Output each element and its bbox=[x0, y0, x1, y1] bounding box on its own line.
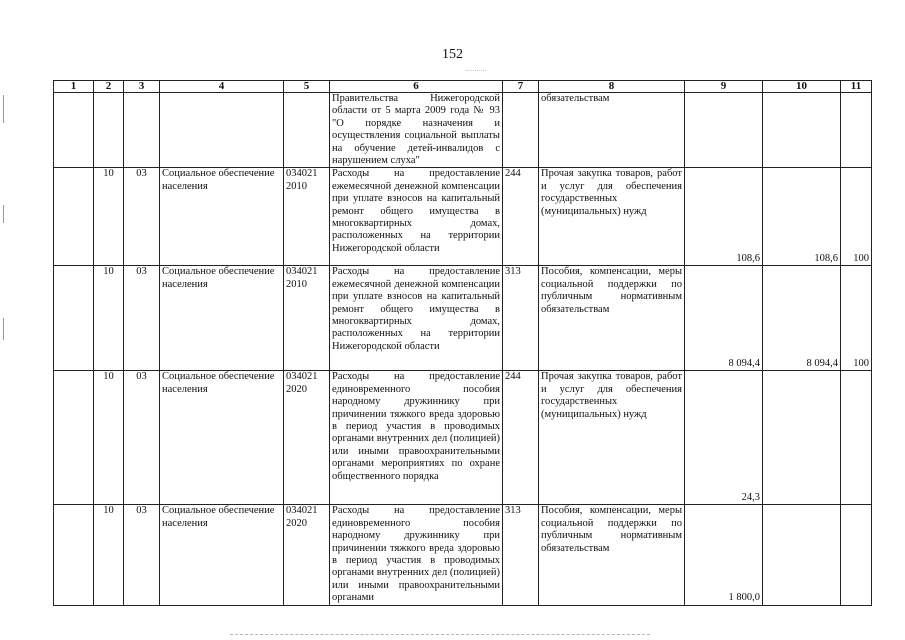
cell-actual bbox=[763, 505, 841, 605]
cell-actual: 108,6 bbox=[763, 168, 841, 266]
cell-subsection: 03 bbox=[124, 266, 160, 371]
scan-artifact bbox=[230, 634, 650, 636]
cell-subsection: 03 bbox=[124, 505, 160, 605]
scan-artifact bbox=[3, 318, 4, 340]
column-header: 8 bbox=[539, 81, 685, 93]
budget-table bbox=[53, 80, 872, 606]
expense-name-text: Прочая закупка товаров, работ и услуг для обеспечения государственных (муниципальных) нужд bbox=[541, 168, 682, 217]
column-header: 1 bbox=[54, 81, 94, 93]
cell-subsection: 03 bbox=[124, 371, 160, 505]
cell-plan: 108,6 bbox=[685, 168, 763, 266]
scan-artifact bbox=[3, 205, 4, 223]
cell-expense-type: 313 bbox=[503, 505, 539, 605]
cell-col1 bbox=[54, 93, 94, 168]
cell-col1 bbox=[54, 371, 94, 505]
cell-actual: 8 094,4 bbox=[763, 266, 841, 371]
cell-description bbox=[330, 505, 503, 605]
cell-percent bbox=[841, 93, 872, 168]
cell-target-code: 034021 2020 bbox=[284, 505, 330, 605]
cell-plan: 8 094,4 bbox=[685, 266, 763, 371]
column-header: 11 bbox=[841, 81, 872, 93]
cell-actual bbox=[763, 93, 841, 168]
description-text: Правительства Нижегородской области от 5 марта 2009 года № 93 "О порядке назначения и осуществления социальной выплаты на обучение детей-инвалидов с нарушением слуха" bbox=[332, 93, 500, 167]
expense-name-text: Пособия, компенсации, меры социальной поддержки по публичным нормативным обязательствам bbox=[541, 505, 682, 554]
column-header: 5 bbox=[284, 81, 330, 93]
cell-section-name bbox=[160, 93, 284, 168]
cell-subsection bbox=[124, 93, 160, 168]
cell-section: 10 bbox=[94, 266, 124, 371]
column-header: 7 bbox=[503, 81, 539, 93]
column-header: 2 bbox=[94, 81, 124, 93]
expense-name-text: обязательствам bbox=[541, 93, 610, 104]
table-row bbox=[54, 371, 872, 505]
cell-section-name: Социальное обеспечение населения bbox=[160, 266, 284, 371]
expense-name-text: Пособия, компенсации, меры социальной поддержки по публичным нормативным обязательствам bbox=[541, 266, 682, 315]
table-row bbox=[54, 93, 872, 168]
column-header: 9 bbox=[685, 81, 763, 93]
cell-expense-name bbox=[539, 266, 685, 371]
cell-subsection: 03 bbox=[124, 168, 160, 266]
cell-plan bbox=[685, 93, 763, 168]
cell-expense-name bbox=[539, 168, 685, 266]
cell-col1 bbox=[54, 266, 94, 371]
cell-section-name: Социальное обеспечение населения bbox=[160, 168, 284, 266]
page-number: 152 bbox=[442, 47, 463, 62]
cell-description bbox=[330, 168, 503, 266]
cell-percent: 100 bbox=[841, 168, 872, 266]
cell-section: 10 bbox=[94, 371, 124, 505]
column-header: 3 bbox=[124, 81, 160, 93]
cell-target-code bbox=[284, 93, 330, 168]
cell-expense-name bbox=[539, 505, 685, 605]
cell-target-code: 034021 2010 bbox=[284, 168, 330, 266]
cell-expense-type: 313 bbox=[503, 266, 539, 371]
cell-expense-name bbox=[539, 371, 685, 505]
cell-percent: 100 bbox=[841, 266, 872, 371]
description-text: Расходы на предоставление ежемесячной денежной компенсации при уплате взносов на капитальный ремонт общего имущества в многоквартирных домах, расположенных на территории Нижегородской области bbox=[332, 168, 500, 254]
description-text: Расходы на предоставление единовременного пособия народному дружиннику при причинении тяжкого вреда здоровью в период участия в проводимых органами внутренних дел (полицией) или иными правоохранительными органами мероприятиях по охране общественного порядка bbox=[332, 371, 500, 482]
cell-actual bbox=[763, 371, 841, 505]
cell-target-code: 034021 2010 bbox=[284, 266, 330, 371]
cell-plan: 1 800,0 bbox=[685, 505, 763, 605]
cell-percent bbox=[841, 371, 872, 505]
cell-expense-type bbox=[503, 93, 539, 168]
cell-percent bbox=[841, 505, 872, 605]
expense-name-text: Прочая закупка товаров, работ и услуг для обеспечения государственных (муниципальных) нужд bbox=[541, 371, 682, 420]
cell-description bbox=[330, 93, 503, 168]
cell-col1 bbox=[54, 168, 94, 266]
cell-plan: 24,3 bbox=[685, 371, 763, 505]
table-header-row bbox=[54, 81, 872, 93]
cell-target-code: 034021 2020 bbox=[284, 371, 330, 505]
table-row bbox=[54, 168, 872, 266]
column-header: 10 bbox=[763, 81, 841, 93]
cell-section bbox=[94, 93, 124, 168]
cell-expense-type: 244 bbox=[503, 371, 539, 505]
cell-section: 10 bbox=[94, 168, 124, 266]
description-text: Расходы на предоставление ежемесячной денежной компенсации при уплате взносов на капитальный ремонт общего имущества в многоквартирных домах, расположенных на территории Нижегородской области bbox=[332, 266, 500, 352]
cell-description bbox=[330, 371, 503, 505]
table-row bbox=[54, 266, 872, 371]
scan-artifact bbox=[3, 95, 4, 123]
column-header: 6 bbox=[330, 81, 503, 93]
cell-section: 10 bbox=[94, 505, 124, 605]
cell-description bbox=[330, 266, 503, 371]
cell-expense-name bbox=[539, 93, 685, 168]
description-text: Расходы на предоставление единовременного пособия народному дружиннику при причинении тяжкого вреда здоровью в период участия в проводимых органами внутренних дел (полицией) или иными правоохранительными органами bbox=[332, 505, 500, 604]
scan-artifact bbox=[466, 70, 486, 72]
cell-expense-type: 244 bbox=[503, 168, 539, 266]
table-row bbox=[54, 505, 872, 605]
cell-col1 bbox=[54, 505, 94, 605]
column-header: 4 bbox=[160, 81, 284, 93]
cell-section-name: Социальное обеспечение населения bbox=[160, 371, 284, 505]
cell-section-name: Социальное обеспечение населения bbox=[160, 505, 284, 605]
